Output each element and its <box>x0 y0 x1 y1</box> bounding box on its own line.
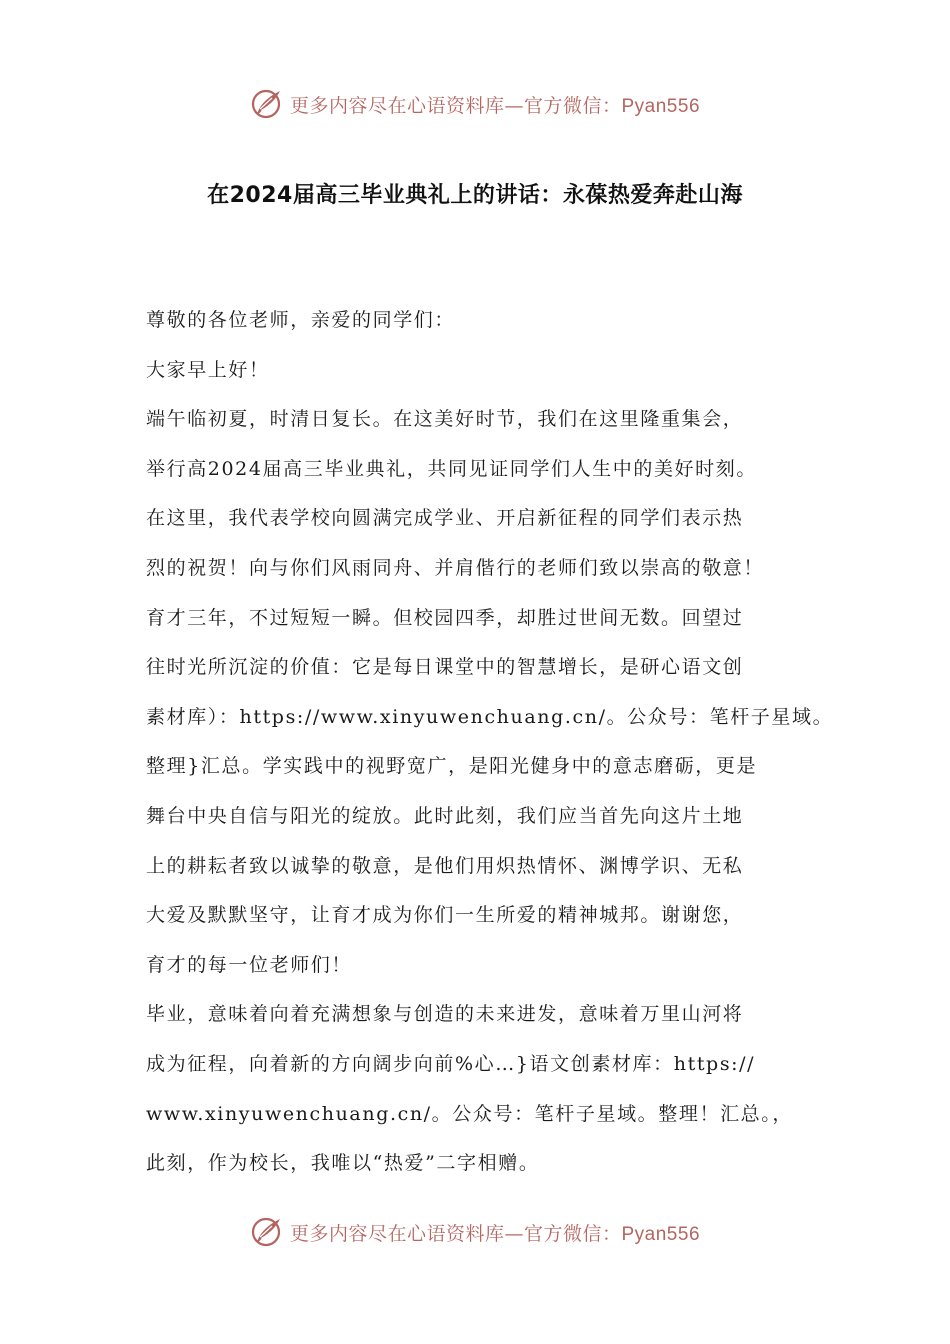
banner-wechat-id: Pyan556 <box>621 1223 701 1245</box>
banner-text-tail: 官方微信： <box>523 1222 622 1245</box>
body-line: 尊敬的各位老师，亲爱的同学们： <box>146 309 456 331</box>
footer-banner <box>0 1212 950 1252</box>
body-line: 育才的每一位老师们！ <box>146 953 353 976</box>
body-line: 端午临初夏，时清日复长。在这美好时节，我们在这里隆重集会， <box>146 408 744 431</box>
body-line: 烈的祝贺！向与你们风雨同舟、并肩偕行的老师们致以崇高的敬意！ <box>146 556 765 579</box>
header-banner <box>0 84 950 124</box>
quill-pen-logo-icon <box>250 87 284 121</box>
body-line: 素材库）：https://www.xinyuwenchuang.cn/。公众号：笔杆子星域。 <box>146 705 834 728</box>
body-line: www.xinyuwenchuang.cn/。公众号：笔杆子星域。整理！汇总。， <box>146 1102 793 1125</box>
banner-text <box>290 1219 700 1246</box>
body-line: 在这里，我代表学校向圆满完成学业、开启新征程的同学们表示热 <box>146 507 744 530</box>
banner-text-tail: 官方微信： <box>523 94 622 117</box>
banner-wechat-id: Pyan556 <box>621 95 701 117</box>
body-line: 举行高2024届高三毕业典礼，共同见证同学们人生中的美好时刻。 <box>146 457 757 480</box>
body-line: 大爱及默默坚守，让育才成为你们一生所爱的精神城邦。谢谢您， <box>146 904 744 927</box>
quill-pen-logo-icon <box>250 1215 284 1249</box>
body-line: 往时光所沉淀的价值：它是每日课堂中的智慧增长，是研心语文创 <box>146 656 744 679</box>
body-line: 成为征程，向着新的方向阔步向前%心…}语文创素材库：https:// <box>146 1052 756 1075</box>
body-line: 此刻，作为校长，我唯以“热爱”二字相赠。 <box>146 1152 540 1175</box>
body-line: 大家早上好！ <box>146 358 270 381</box>
body-line: 育才三年，不过短短一瞬。但校园四季，却胜过世间无数。回望过 <box>146 606 744 629</box>
banner-text-main: 更多内容尽在心语资料库— <box>289 1222 524 1245</box>
banner-text-main: 更多内容尽在心语资料库— <box>289 94 524 117</box>
body-line: 舞台中央自信与阳光的绽放。此时此刻，我们应当首先向这片土地 <box>146 804 744 827</box>
body-line: 整理}汇总。学实践中的视野宽广，是阳光健身中的意志磨砺，更是 <box>146 755 758 778</box>
banner-text <box>290 91 700 118</box>
document-title: 在2024届高三毕业典礼上的讲话：永葆热爱奔赴山海 <box>207 183 743 208</box>
document-body <box>146 296 834 1189</box>
body-line: 毕业，意味着向着充满想象与创造的未来进发，意味着万里山河将 <box>146 1003 744 1026</box>
body-line: 上的耕耘者致以诚挚的敬意，是他们用炽热情怀、渊博学识、无私 <box>146 854 744 877</box>
